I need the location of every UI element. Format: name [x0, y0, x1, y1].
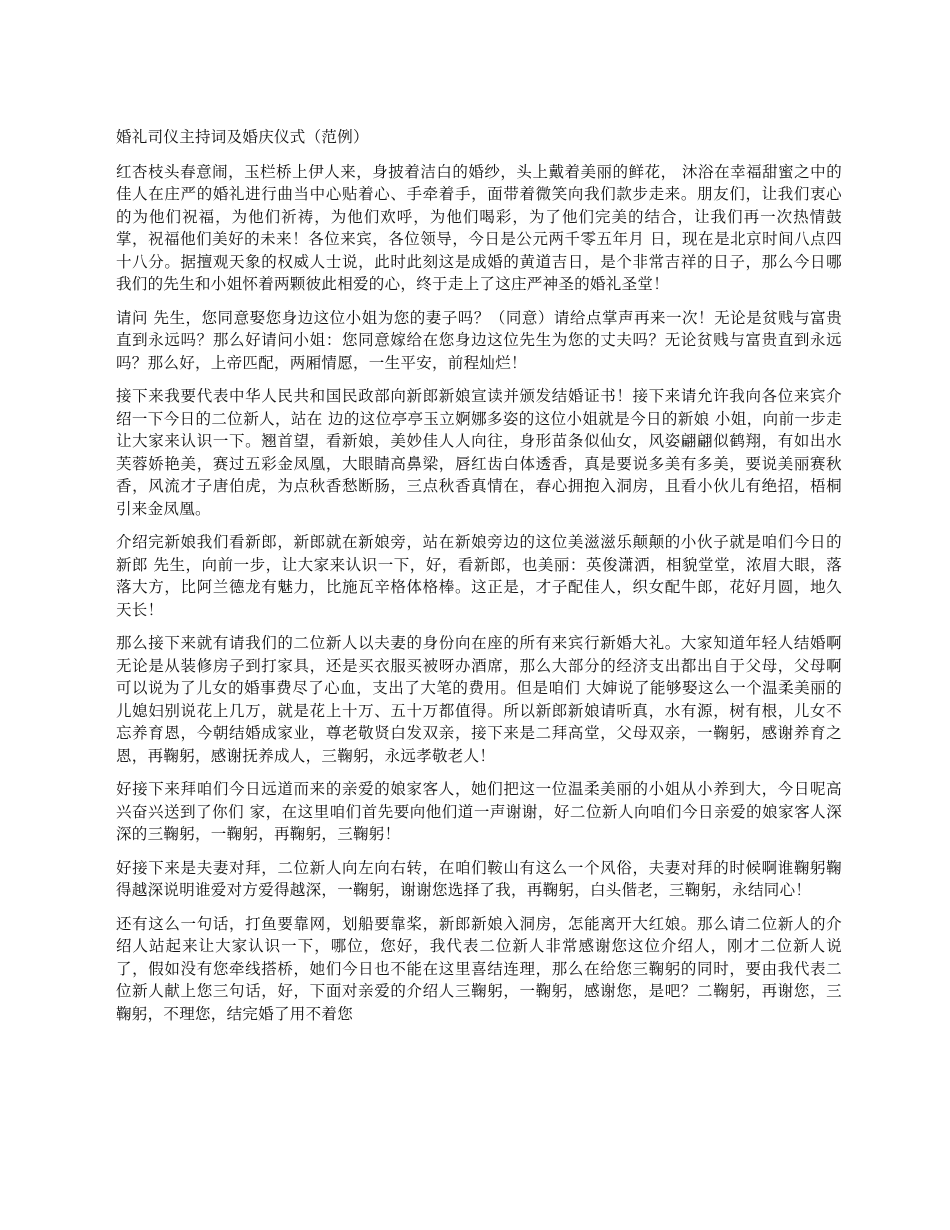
document-body [116, 126, 842, 1036]
document-title: 婚礼司仪主持词及婚庆仪式（范例） [116, 128, 369, 146]
paragraph-groom-intro: 介绍完新娘我们看新郎，新郎就在新娘旁，站在新娘旁边的这位美滋滋乐颠颠的小伙子就是咱们今日的新郎 先生，向前一步，让大家来认识一下，好，看新郎，也美丽：英俊潇洒，相貌堂堂，浓眉大眼，落落大方，比阿兰德龙有魅力，比施瓦辛格体格棒。这正是，才子配佳人，织女配牛郎，花好月圆，地久天长！ [116, 533, 842, 619]
paragraph-bow-to-each-other: 好接下来是夫妻对拜，二位新人向左向右转，在咱们鞍山有这么一个风俗，夫妻对拜的时候啊谁鞠躬鞠得越深说明谁爱对方爱得越深，一鞠躬，谢谢您选择了我，再鞠躬，白头偕老，三鞠躬，永结同心！ [116, 858, 842, 899]
paragraph-bow-to-parents: 那么接下来就有请我们的二位新人以夫妻的身份向在座的所有来宾行新婚大礼。大家知道年轻人结婚啊无论是从装修房子到打家具，还是买衣服买被呀办酒席，那么大部分的经济支出都出自于父母，父母啊可以说为了儿女的婚事费尽了心血，支出了大笔的费用。但是咱们 大婶说了能够娶这么一个温柔美丽的儿媳妇别说花上几万，就是花上十万、五十万都值得。所以新郎新娘请听真，水有源，树有根，儿女不忘养育恩，今朝结婚成家业，尊老敬贤白发双亲，接下来是二拜高堂，父母双亲，一鞠躬，感谢养育之恩，再鞠躬，感谢抚养成人，三鞠躬，永远孝敬老人！ [116, 634, 842, 765]
paragraph-bow-to-bride-family: 好接下来拜咱们今日远道而来的亲爱的娘家客人，她们把这一位温柔美丽的小姐从小养到大，今日呢高兴奋兴送到了你们 家，在这里咱们首先要向他们道一声谢谢，好二位新人向咱们今日亲爱的娘家客人深深的三鞠躬，一鞠躬，再鞠躬，三鞠躬！ [116, 780, 842, 843]
paragraph-thank-matchmaker: 还有这么一句话，打鱼要靠网，划船要靠桨，新郎新娘入洞房，怎能离开大红娘。那么请二位新人的介绍人站起来让大家认识一下，哪位，您好，我代表二位新人非常感谢您这位介绍人，刚才二位新人说了，假如没有您牵线搭桥，她们今日也不能在这里喜结连理，那么在给您三鞠躬的同时，要由我代表二位新人献上您三句话，好，下面对亲爱的介绍人三鞠躬，一鞠躬，感谢您，是吧？二鞠躬，再谢您，三鞠躬，不理您，结完婚了用不着您 [116, 914, 842, 1023]
paragraph-opening: 红杏枝头春意闹，玉栏桥上伊人来，身披着洁白的婚纱，头上戴着美丽的鲜花， 沐浴在幸福甜蜜之中的佳人在庄严的婚礼进行曲当中心贴着心、手牵着手，面带着微笑向我们款步走来。朋友们，让我们衷心的为他们祝福，为他们祈祷，为他们欢呼，为他们喝彩，为了他们完美的结合，让我们再一次热情鼓掌，祝福他们美好的未来！各位来宾，各位领导，今日是公元两千零五年月 日，现在是北京时间八点四十八分。据擅观天象的权威人士说，此时此刻这是成婚的黄道吉日，是个非常吉祥的日子，那么今日哪我们的先生和小姐怀着两颗彼此相爱的心，终于走上了这庄严神圣的婚礼圣堂！ [116, 162, 842, 293]
paragraph-vows: 请问 先生，您同意娶您身边这位小姐为您的妻子吗？（同意）请给点掌声再来一次！无论是贫贱与富贵直到永远吗？那么好请问小姐：您同意嫁给在您身边这位先生为您的丈夫吗？无论贫贱与富贵直到永远吗？那么好，上帝匹配，两厢情愿，一生平安，前程灿烂！ [116, 308, 842, 372]
paragraph-bride-intro: 接下来我要代表中华人民共和国民政部向新郎新娘宣读并颁发结婚证书！接下来请允许我向各位来宾介绍一下今日的二位新人，站在 边的这位亭亭玉立婀娜多姿的这位小姐就是今日的新娘 小姐，向前一步走让大家来认识一下。翘首望，看新娘，美妙佳人人向往，身形苗条似仙女，风姿翩翩似鹤翔，有如出水芙蓉娇艳美，赛过五彩金凤凰，大眼睛高鼻梁，唇红齿白体透香，真是要说多美有多美，要说美丽赛秋香，风流才子唐伯虎，为点秋香愁断肠，三点秋香真情在，春心拥抱入洞房，且看小伙儿有绝招，梧桐引来金凤凰。 [116, 387, 842, 518]
